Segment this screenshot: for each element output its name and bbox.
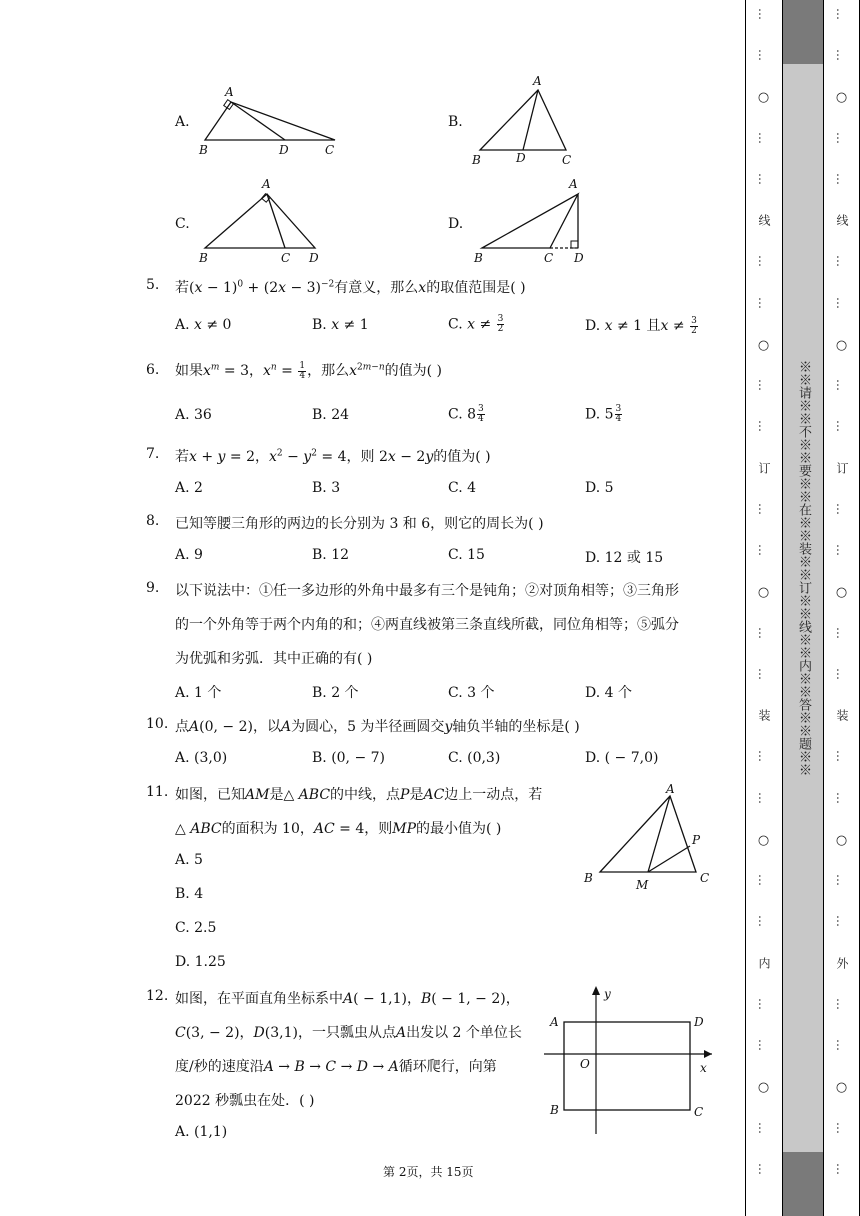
q8-option-b: B. 12 [312, 547, 350, 563]
binding-mark: … [756, 915, 770, 928]
svg-text:D: D [574, 251, 584, 265]
binding-dark-top [783, 0, 823, 64]
binding-mark: … [834, 750, 848, 763]
binding-mark: 内 [757, 956, 771, 969]
binding-mark: … [756, 379, 770, 392]
svg-text:A: A [262, 177, 271, 191]
q10-option-d: D. ( − 7,0) [585, 750, 659, 766]
q9-line-3: 为优弧和劣弧．其中正确的有( ) [175, 651, 373, 667]
q8-text: 已知等腰三角形的两边的长分别为 3 和 6，则它的周长为( ) [175, 516, 544, 532]
binding-mark: … [834, 791, 848, 804]
q9-option-a: A. 1 个 [175, 685, 222, 701]
q8-option-c: C. 15 [448, 547, 485, 563]
q5-option-c: C. x ≠ $\frac{3}{2}$ [448, 314, 504, 334]
binding-border-left [745, 0, 746, 1216]
q8-option-a: A. 9 [175, 547, 203, 563]
binding-mark: … [834, 626, 848, 639]
binding-mark: 订 [757, 461, 771, 474]
q6-text: 如果$x^m = 3$，$x^n$ = $\frac{1}{4}$ ，那么$x^{2m-n}$的值为( ) [175, 360, 442, 381]
svg-text:O: O [580, 1057, 590, 1071]
q6-option-c: C. 8 $\frac{3}{4}$ [448, 404, 484, 424]
svg-text:B: B [550, 1103, 559, 1117]
binding-warning: ※※请※※不※※要※※在※※装※※订※※线※※内※※答※※题※※ [796, 360, 811, 776]
binding-mark: 装 [757, 709, 771, 722]
binding-mark: 订 [835, 461, 849, 474]
binding-mark: … [756, 874, 770, 887]
svg-text:D: D [516, 151, 526, 165]
q11-line-1: 如图，已知AM是△ ABC的中线，点P是AC边上一动点，若 [175, 787, 543, 803]
q10-option-a: A. (3,0) [175, 750, 228, 766]
binding-mark: … [834, 502, 848, 515]
binding-mark: ○ [756, 1080, 771, 1096]
binding-mark: … [834, 172, 848, 185]
q10-text: 点A(0, − 2)，以A为圆心，5 为半径画圆交y轴负半轴的坐标是( ) [175, 719, 580, 735]
q4-figure-d [470, 176, 600, 268]
q4-figure-a [195, 82, 345, 157]
svg-text:B: B [474, 251, 483, 265]
binding-mark: ○ [834, 1080, 849, 1096]
svg-text:B: B [584, 871, 593, 885]
binding-mark: … [834, 1121, 848, 1134]
binding-mark: … [834, 1162, 848, 1175]
q6-option-a: A. 36 [175, 407, 212, 423]
binding-mark: 线 [757, 214, 771, 227]
q4-figure-b [468, 72, 588, 168]
q8-number: 8. [146, 513, 160, 529]
svg-text:A: A [550, 1015, 559, 1029]
q5-text: 若$(x - 1)^0 + (2x - 3)^{-2}$有意义，那么x的取值范围是( ) [175, 279, 526, 296]
binding-mark: … [756, 49, 770, 62]
q11-option-c: C. 2.5 [175, 920, 217, 936]
q9-line-2: 的一个外角等于两个内角的和；④两直线被第三条直线所截，同位角相等；⑤弧分 [175, 617, 679, 633]
q12-line-4: 2022 秒瓢虫在处．( ) [175, 1093, 315, 1109]
binding-mark: … [756, 667, 770, 680]
q9-number: 9. [146, 580, 160, 596]
binding-mark: … [756, 172, 770, 185]
svg-text:C: C [562, 153, 572, 167]
q5-number: 5. [146, 277, 160, 293]
q11-option-b: B. 4 [175, 886, 204, 902]
q12-coordinate-figure [540, 984, 720, 1136]
svg-text:C: C [325, 143, 335, 157]
binding-mark: … [834, 874, 848, 887]
q9-option-b: B. 2 个 [312, 685, 359, 701]
svg-text:P: P [692, 833, 701, 847]
svg-text:D: D [694, 1015, 704, 1029]
q12-line-2: C(3, − 2)，D(3,1)，一只瓢虫从点A出发以 2 个单位长 [175, 1025, 522, 1041]
q6-option-d: D. 5 $\frac{3}{4}$ [585, 404, 622, 424]
svg-text:C: C [694, 1105, 704, 1119]
binding-mark: ○ [756, 337, 771, 353]
q7-option-c: C. 4 [448, 480, 477, 496]
binding-mark: 线 [835, 214, 849, 227]
binding-mark: … [834, 997, 848, 1010]
binding-mark: … [834, 667, 848, 680]
q9-line-1: 以下说法中：①任一多边形的外角中最多有三个是钝角；②对顶角相等；③三角形 [175, 583, 679, 599]
q9-option-d: D. 4 个 [585, 685, 632, 701]
binding-mark: … [834, 379, 848, 392]
q12-option-a: A. (1,1) [175, 1124, 228, 1140]
binding-mark: … [756, 1162, 770, 1175]
binding-mark: … [756, 131, 770, 144]
svg-text:B: B [199, 143, 208, 157]
binding-mark: … [756, 1121, 770, 1134]
q12-number: 12. [146, 988, 169, 1004]
binding-mark: … [756, 791, 770, 804]
q6-number: 6. [146, 362, 160, 378]
q11-option-d: D. 1.25 [175, 954, 226, 970]
binding-mark: … [756, 1039, 770, 1052]
q12-line-1: 如图，在平面直角坐标系中A( − 1,1)，B( − 1, − 2)， [175, 991, 520, 1007]
q9-option-c: C. 3 个 [448, 685, 495, 701]
svg-text:A: A [569, 177, 578, 191]
q7-option-b: B. 3 [312, 480, 341, 496]
binding-mark: … [756, 626, 770, 639]
binding-mark: ○ [756, 90, 771, 106]
svg-text:D: D [309, 251, 319, 265]
q7-option-d: D. 5 [585, 480, 614, 496]
binding-column-inner [756, 0, 776, 1216]
q10-option-b: B. (0, − 7) [312, 750, 386, 766]
svg-text:C: C [544, 251, 554, 265]
q11-option-a: A. 5 [175, 852, 203, 868]
q11-line-2: △ ABC的面积为 10，AC = 4，则MP的最小值为( ) [175, 821, 502, 837]
binding-mark: … [756, 544, 770, 557]
binding-mark: 装 [835, 709, 849, 722]
binding-mark: … [834, 544, 848, 557]
binding-border-mid-right [823, 0, 824, 1216]
q8-option-d: D. 12 或 15 [585, 550, 664, 566]
label-a: A [225, 85, 234, 99]
q4-option-d-label: D. [448, 216, 464, 232]
binding-mark: ○ [834, 337, 849, 353]
svg-text:A: A [533, 74, 542, 88]
binding-mark: ○ [756, 585, 771, 601]
svg-text:A: A [666, 782, 675, 796]
binding-mark: 外 [835, 956, 849, 969]
binding-mark: … [834, 420, 848, 433]
svg-text:C: C [700, 871, 710, 885]
binding-mark: … [834, 296, 848, 309]
q11-figure [580, 782, 720, 894]
q7-number: 7. [146, 446, 160, 462]
page-footer: 第 2页，共 15页 [383, 1165, 474, 1179]
binding-mark: ○ [834, 585, 849, 601]
svg-text:x: x [700, 1061, 707, 1075]
binding-mark: … [756, 296, 770, 309]
q4-figure-c [195, 176, 330, 266]
q4-option-b-label: B. [448, 114, 463, 130]
binding-mark: … [834, 8, 848, 20]
binding-mark: … [756, 420, 770, 433]
q6-option-b: B. 24 [312, 407, 350, 423]
binding-dark-bottom [783, 1152, 823, 1216]
binding-mark: … [756, 997, 770, 1010]
svg-text:B: B [199, 251, 208, 265]
q10-option-c: C. (0,3) [448, 750, 501, 766]
q10-number: 10. [146, 716, 169, 732]
q7-option-a: A. 2 [175, 480, 203, 496]
q11-number: 11. [146, 784, 169, 800]
svg-text:y: y [604, 987, 611, 1001]
svg-text:D: D [279, 143, 289, 157]
binding-mark: ○ [756, 832, 771, 848]
q12-line-3: 度/秒的速度沿A → B → C → D → A循环爬行，向第 [175, 1059, 497, 1075]
binding-mark: … [834, 49, 848, 62]
binding-mark: … [834, 131, 848, 144]
binding-mark: … [756, 8, 770, 20]
binding-mark: … [756, 502, 770, 515]
svg-text:C: C [281, 251, 291, 265]
q4-option-a-label: A. [175, 114, 190, 130]
binding-mark: … [834, 915, 848, 928]
binding-mark: … [834, 255, 848, 268]
binding-mark: ○ [834, 90, 849, 106]
svg-text:B: B [472, 153, 481, 167]
binding-mark: … [834, 1039, 848, 1052]
binding-mark: … [756, 255, 770, 268]
q4-option-c-label: C. [175, 216, 190, 232]
binding-mark: ○ [834, 832, 849, 848]
q5-option-a: A. x ≠ 0 [175, 317, 232, 333]
svg-text:M: M [636, 878, 649, 892]
binding-column-outer [834, 0, 854, 1216]
q5-option-b: B. x ≠ 1 [312, 317, 369, 333]
q5-option-d: D. x ≠ 1 且x ≠ $\frac{3}{2}$ [585, 315, 697, 336]
binding-mark: … [756, 750, 770, 763]
q7-text: 若x + y = 2，$x^2 - y^2 = 4$，则 2x − 2y的值为( ) [175, 448, 491, 465]
